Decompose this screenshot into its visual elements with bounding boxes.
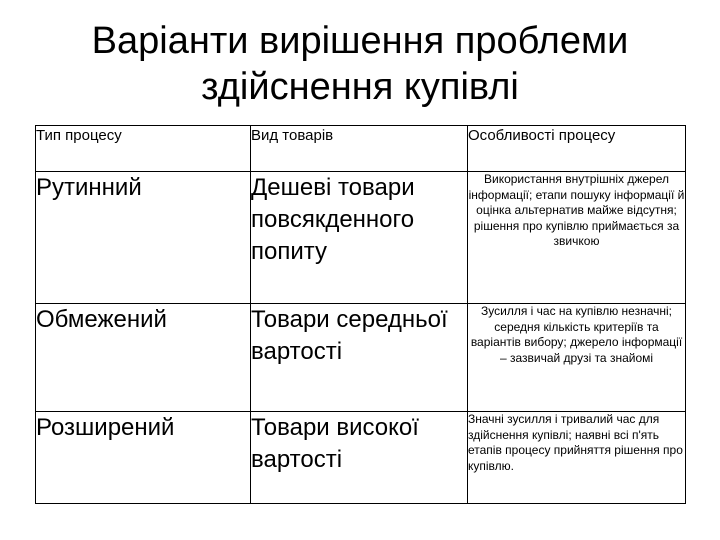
table-row [36, 412, 686, 504]
process-type-cell: Розширений [36, 412, 251, 504]
process-features-cell: Зусилля і час на купівлю незначні; середня кількість критеріїв та варіантів вибору; джерело інформації – зазвичай друзі та знайомі [468, 304, 686, 412]
table-row [36, 304, 686, 412]
purchase-process-table [35, 125, 686, 504]
header-process-type: Тип процесу [36, 126, 251, 172]
goods-type-cell: Товари середньої вартості [251, 304, 468, 412]
process-type-cell: Рутинний [36, 172, 251, 304]
table-row [36, 172, 686, 304]
process-features-cell: Значні зусилля і тривалий час для здійснення купівлі; наявні всі п'ять етапів процесу прийняття рішення про купівлю. [468, 412, 686, 504]
header-process-features: Особливості процесу [468, 126, 686, 172]
slide-title-line-1: Варіанти вирішення проблеми [91, 20, 629, 62]
goods-type-cell: Дешеві товари повсякденного попиту [251, 172, 468, 304]
process-type-cell: Обмежений [36, 304, 251, 412]
table-header-row [36, 126, 686, 172]
process-features-cell: Використання внутрішніх джерел інформації; етапи пошуку інформації й оцінка альтернатив майже відсутня; рішення про купівлю приймається за звичкою [468, 172, 686, 304]
slide-title [40, 18, 680, 110]
slide-title-line-2: здійснення купівлі [201, 66, 519, 108]
header-goods-type: Вид товарів [251, 126, 468, 172]
goods-type-cell: Товари високої вартості [251, 412, 468, 504]
